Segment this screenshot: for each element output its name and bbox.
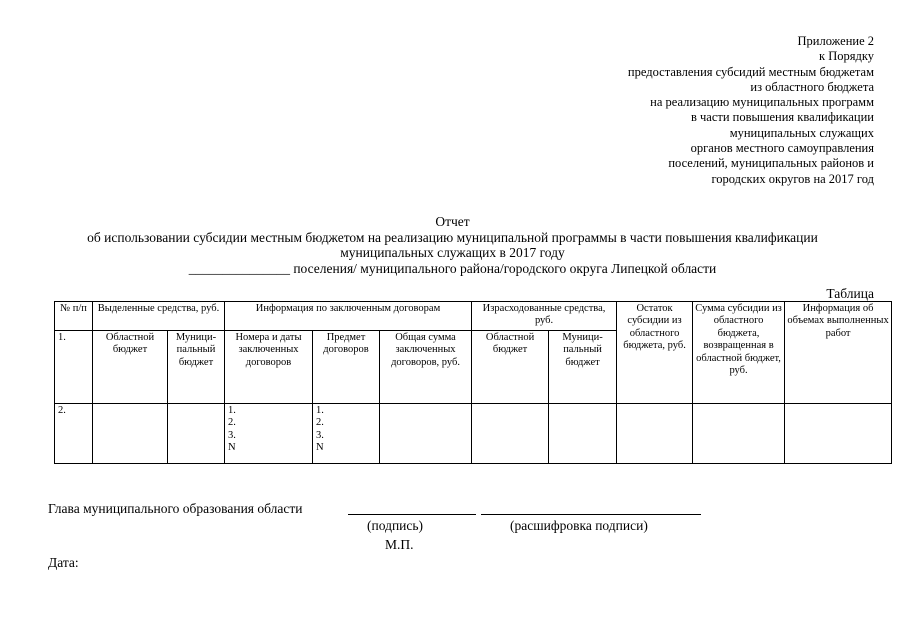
subheader-cell: Предмет договоров bbox=[313, 331, 380, 404]
date-label: Дата: bbox=[48, 555, 79, 570]
subheader-cell: Областной бюджет bbox=[472, 331, 549, 404]
table-cell[interactable] bbox=[693, 404, 785, 464]
signature-caption: (подпись) bbox=[367, 518, 424, 533]
header-cell: Израсходованные средства, руб. bbox=[472, 302, 617, 331]
table-cell[interactable] bbox=[168, 404, 225, 464]
appendix-line: городских округов на 2017 год bbox=[711, 171, 874, 186]
appendix-line: в части повышения квалификации bbox=[690, 110, 874, 125]
subheader-cell: Общая сумма заключенных договоров, руб. bbox=[380, 331, 472, 404]
title-line: _______________ поселения/ муниципального района/городского округа Липецкой области bbox=[188, 260, 717, 276]
table-cell: 2. bbox=[55, 404, 93, 464]
header-cell: Остаток субсидии из областного бюджета, руб. bbox=[617, 302, 693, 404]
appendix-line: Приложение 2 bbox=[797, 34, 874, 48]
table-cell[interactable] bbox=[93, 404, 168, 464]
header-cell: Сумма субсидии из областного бюджета, возвращенная в областной бюджет, руб. bbox=[693, 302, 785, 404]
list-item: N bbox=[228, 442, 236, 454]
report-table bbox=[54, 301, 892, 464]
table-cell[interactable] bbox=[549, 404, 617, 464]
appendix-line: из областного бюджета bbox=[750, 79, 874, 94]
table-label: Таблица bbox=[826, 286, 874, 301]
list-item: 2. bbox=[228, 417, 236, 429]
list-item: 1. bbox=[316, 405, 324, 416]
table-cell[interactable] bbox=[472, 404, 549, 464]
report-title bbox=[0, 214, 905, 276]
appendix-line: органов местного самоуправления bbox=[690, 141, 874, 156]
header-cell: Информация об объемах выполненных работ bbox=[785, 302, 892, 404]
table-header-row bbox=[55, 302, 892, 331]
signature-label: Глава муниципального образования области bbox=[48, 501, 303, 516]
decode-caption: (расшифровка подписи) bbox=[510, 518, 648, 533]
list-item: N bbox=[316, 442, 324, 454]
appendix-line: на реализацию муниципальных программ bbox=[650, 95, 874, 110]
table-row bbox=[55, 404, 892, 464]
appendix-header bbox=[628, 34, 874, 187]
list-item: 2. bbox=[316, 417, 324, 429]
header-cell: Информация по заключенным договорам bbox=[225, 302, 472, 331]
table-cell: 1. bbox=[55, 331, 93, 404]
table-cell[interactable] bbox=[313, 404, 380, 464]
seal-label: М.П. bbox=[385, 537, 414, 552]
appendix-line: предоставления субсидий местным бюджетам bbox=[627, 64, 874, 79]
list-item: 3. bbox=[228, 429, 236, 441]
appendix-line: муниципальных служащих bbox=[729, 125, 874, 140]
header-cell: Выделенные средства, руб. bbox=[93, 302, 225, 331]
signature-field[interactable] bbox=[348, 514, 476, 515]
table-cell[interactable] bbox=[225, 404, 313, 464]
subheader-cell: Муници-пальный бюджет bbox=[168, 331, 225, 404]
title-line: об использовании субсидии местным бюджетом на реализацию муниципальной программы в части повышения квалификации bbox=[87, 229, 818, 245]
subheader-cell: Номера и даты заключенных договоров bbox=[225, 331, 313, 404]
appendix-line: к Порядку bbox=[819, 49, 874, 64]
list-item: 1. bbox=[228, 405, 236, 416]
subheader-cell: Муници-пальный бюджет bbox=[549, 331, 617, 404]
table-cell[interactable] bbox=[380, 404, 472, 464]
subheader-cell: Областной бюджет bbox=[93, 331, 168, 404]
header-cell: № п/п bbox=[55, 302, 93, 331]
appendix-line: поселений, муниципальных районов и bbox=[668, 156, 874, 171]
table-cell[interactable] bbox=[617, 404, 693, 464]
title-line: Отчет bbox=[435, 214, 470, 229]
title-line: муниципальных служащих в 2017 году bbox=[340, 245, 565, 261]
signature-decode-field[interactable] bbox=[481, 514, 701, 515]
table-cell[interactable] bbox=[785, 404, 892, 464]
list-item: 3. bbox=[316, 429, 324, 441]
